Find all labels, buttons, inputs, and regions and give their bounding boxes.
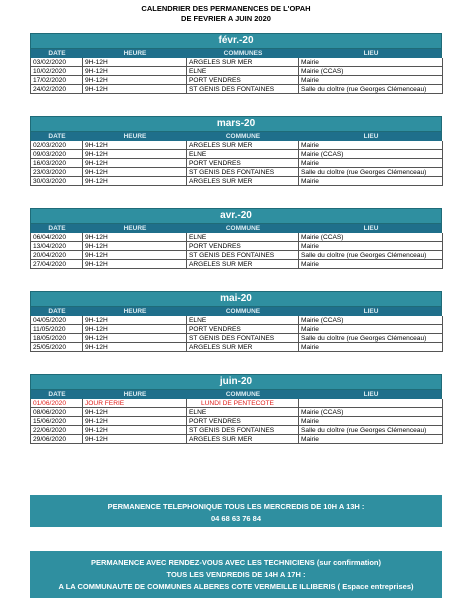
table-row: [30, 67, 442, 76]
column-header: COMMUNES: [223, 50, 263, 57]
table-row: [30, 168, 442, 177]
table-cell: 18/05/2020: [31, 334, 83, 343]
column-header: COMMUNE: [225, 133, 261, 140]
column-header: LIEU: [363, 391, 379, 398]
column-header: COMMUNE: [225, 225, 261, 232]
table-cell: 11/05/2020: [31, 325, 83, 334]
phone-banner-text: PERMANENCE TELEPHONIQUE TOUS LES MERCREDIS DE 10H A 13H :: [107, 502, 365, 511]
table-cell: 25/05/2020: [31, 343, 83, 352]
table-row: [30, 76, 442, 85]
table-cell: 03/02/2020: [31, 58, 83, 67]
table-row: [30, 251, 442, 260]
column-header-row: [30, 49, 442, 58]
table-cell: 9H-12H: [83, 251, 187, 260]
table-row: [30, 316, 442, 325]
month-header: juin-20: [30, 374, 442, 390]
appointment-banner-line1: PERMANENCE AVEC RENDEZ-VOUS AVEC LES TECHNICIENS (sur confirmation): [90, 558, 382, 567]
table-row: [30, 408, 442, 417]
column-header: LIEU: [363, 50, 379, 57]
column-header: DATE: [48, 50, 66, 57]
appointment-banner-line2: TOUS LES VENDREDIS DE 14H A 17H :: [166, 570, 306, 579]
month-table: [30, 33, 442, 94]
table-cell: [299, 399, 443, 408]
table-cell: 29/06/2020: [31, 435, 83, 444]
column-header: DATE: [48, 225, 66, 232]
table-cell: 15/06/2020: [31, 417, 83, 426]
table-cell: Mairie: [299, 159, 443, 168]
table-cell: 20/04/2020: [31, 251, 83, 260]
column-header: LIEU: [363, 225, 379, 232]
table-cell: PORT VENDRES: [187, 242, 299, 251]
table-cell: 9H-12H: [83, 233, 187, 242]
table-cell: ST GENIS DES FONTAINES: [187, 334, 299, 343]
column-header: HEURE: [123, 133, 147, 140]
table-cell: Mairie: [299, 141, 443, 150]
table-cell: Salle du cloître (rue Georges Clémenceau): [299, 334, 443, 343]
table-row: [30, 177, 442, 186]
table-cell: Mairie: [299, 58, 443, 67]
table-row: [30, 58, 442, 67]
table-cell: Salle du cloître (rue Georges Clémenceau): [299, 426, 443, 435]
table-cell: ARGELES SUR MER: [187, 260, 299, 269]
table-cell: Mairie: [299, 343, 443, 352]
table-cell: PORT VENDRES: [187, 159, 299, 168]
table-cell: 09/03/2020: [31, 150, 83, 159]
table-cell: Mairie: [299, 260, 443, 269]
table-cell: Salle du cloître (rue Georges Clémenceau): [299, 251, 443, 260]
table-cell: ELNE: [187, 67, 299, 76]
column-header-row: [30, 132, 442, 141]
table-cell: ST GENIS DES FONTAINES: [187, 251, 299, 260]
table-row: [30, 334, 442, 343]
table-cell: 9H-12H: [83, 159, 187, 168]
table-cell: ST GENIS DES FONTAINES: [187, 168, 299, 177]
table-cell: Mairie (CCAS): [299, 233, 443, 242]
table-cell: 13/04/2020: [31, 242, 83, 251]
table-cell: 9H-12H: [83, 435, 187, 444]
month-table: [30, 208, 442, 269]
table-cell: 22/06/2020: [31, 426, 83, 435]
table-cell: 17/02/2020: [31, 76, 83, 85]
table-cell: 9H-12H: [83, 76, 187, 85]
table-cell: LUNDI DE PENTECOTE: [187, 399, 299, 408]
table-cell: Mairie: [299, 242, 443, 251]
table-cell: 9H-12H: [83, 85, 187, 94]
table-cell: ARGELES SUR MER: [187, 343, 299, 352]
column-header-row: [30, 390, 442, 399]
table-cell: 08/06/2020: [31, 408, 83, 417]
column-header: LIEU: [363, 308, 379, 315]
table-cell: PORT VENDRES: [187, 417, 299, 426]
document-subtitle: DE FEVRIER A JUIN 2020: [181, 14, 271, 23]
table-row: [30, 159, 442, 168]
table-cell: 9H-12H: [83, 316, 187, 325]
column-header: DATE: [48, 308, 66, 315]
month-table: [30, 374, 442, 444]
table-cell: 9H-12H: [83, 67, 187, 76]
table-cell: ELNE: [187, 316, 299, 325]
month-header: mars-20: [30, 116, 442, 132]
table-cell: 9H-12H: [83, 325, 187, 334]
table-row: [30, 417, 442, 426]
table-cell: 9H-12H: [83, 177, 187, 186]
table-cell: Mairie (CCAS): [299, 316, 443, 325]
month-header: avr.-20: [30, 208, 442, 224]
table-cell: Mairie: [299, 325, 443, 334]
column-header: DATE: [48, 133, 66, 140]
table-cell: 9H-12H: [83, 242, 187, 251]
table-row: [30, 260, 442, 269]
table-cell: ELNE: [187, 233, 299, 242]
phone-banner: [30, 495, 442, 527]
table-cell: Mairie (CCAS): [299, 408, 443, 417]
table-cell: 30/03/2020: [31, 177, 83, 186]
month-table: [30, 116, 442, 186]
column-header: COMMUNE: [225, 391, 261, 398]
month-header: févr.-20: [30, 33, 442, 49]
table-cell: ARGELES SUR MER: [187, 58, 299, 67]
table-cell: ELNE: [187, 408, 299, 417]
phone-number: 04 68 63 76 84: [210, 514, 262, 523]
table-row: [30, 399, 442, 408]
column-header-row: [30, 224, 442, 233]
table-cell: 06/04/2020: [31, 233, 83, 242]
table-cell: 04/05/2020: [31, 316, 83, 325]
table-cell: Mairie: [299, 417, 443, 426]
appointment-banner-line3: A LA COMMUNAUTE DE COMMUNES ALBERES COTE VERMEILLE ILLIBERIS ( Espace entreprises): [58, 582, 414, 591]
table-cell: ST GENIS DES FONTAINES: [187, 426, 299, 435]
column-header: HEURE: [123, 308, 147, 315]
table-cell: 9H-12H: [83, 58, 187, 67]
column-header-row: [30, 307, 442, 316]
column-header: COMMUNE: [225, 308, 261, 315]
table-cell: 10/02/2020: [31, 67, 83, 76]
column-header: DATE: [48, 391, 66, 398]
column-header: HEURE: [123, 391, 147, 398]
table-cell: ST GENIS DES FONTAINES: [187, 85, 299, 94]
appointment-banner: [30, 551, 442, 598]
table-cell: 9H-12H: [83, 150, 187, 159]
column-header: LIEU: [363, 133, 379, 140]
table-cell: 9H-12H: [83, 141, 187, 150]
month-table: [30, 291, 442, 352]
table-row: [30, 141, 442, 150]
table-cell: 9H-12H: [83, 408, 187, 417]
table-cell: Mairie (CCAS): [299, 150, 443, 159]
document-title: CALENDRIER DES PERMANENCES DE L'OPAH: [141, 4, 311, 13]
column-header: HEURE: [123, 225, 147, 232]
table-cell: ARGELES SUR MER: [187, 141, 299, 150]
table-cell: JOUR FERIE: [83, 399, 187, 408]
month-header: mai-20: [30, 291, 442, 307]
table-cell: Salle du cloître (rue Georges Clémenceau): [299, 168, 443, 177]
table-cell: PORT VENDRES: [187, 76, 299, 85]
table-row: [30, 85, 442, 94]
table-cell: 16/03/2020: [31, 159, 83, 168]
table-cell: 9H-12H: [83, 343, 187, 352]
table-cell: Mairie (CCAS): [299, 67, 443, 76]
table-cell: Mairie: [299, 76, 443, 85]
table-cell: Salle du cloître (rue Georges Clémenceau): [299, 85, 443, 94]
table-cell: 9H-12H: [83, 168, 187, 177]
table-row: [30, 242, 442, 251]
table-cell: PORT VENDRES: [187, 325, 299, 334]
table-cell: 9H-12H: [83, 417, 187, 426]
table-row: [30, 426, 442, 435]
table-cell: Mairie: [299, 177, 443, 186]
table-cell: Mairie: [299, 435, 443, 444]
table-cell: 24/02/2020: [31, 85, 83, 94]
table-cell: ARGELES SUR MER: [187, 177, 299, 186]
table-row: [30, 343, 442, 352]
table-cell: 23/03/2020: [31, 168, 83, 177]
table-row: [30, 150, 442, 159]
table-row: [30, 435, 442, 444]
table-cell: 27/04/2020: [31, 260, 83, 269]
table-cell: ARGELES SUR MER: [187, 435, 299, 444]
table-cell: 01/06/2020: [31, 399, 83, 408]
table-cell: 9H-12H: [83, 426, 187, 435]
table-cell: 9H-12H: [83, 334, 187, 343]
column-header: HEURE: [123, 50, 147, 57]
table-row: [30, 325, 442, 334]
table-cell: 9H-12H: [83, 260, 187, 269]
table-row: [30, 233, 442, 242]
table-cell: ELNE: [187, 150, 299, 159]
table-cell: 02/03/2020: [31, 141, 83, 150]
